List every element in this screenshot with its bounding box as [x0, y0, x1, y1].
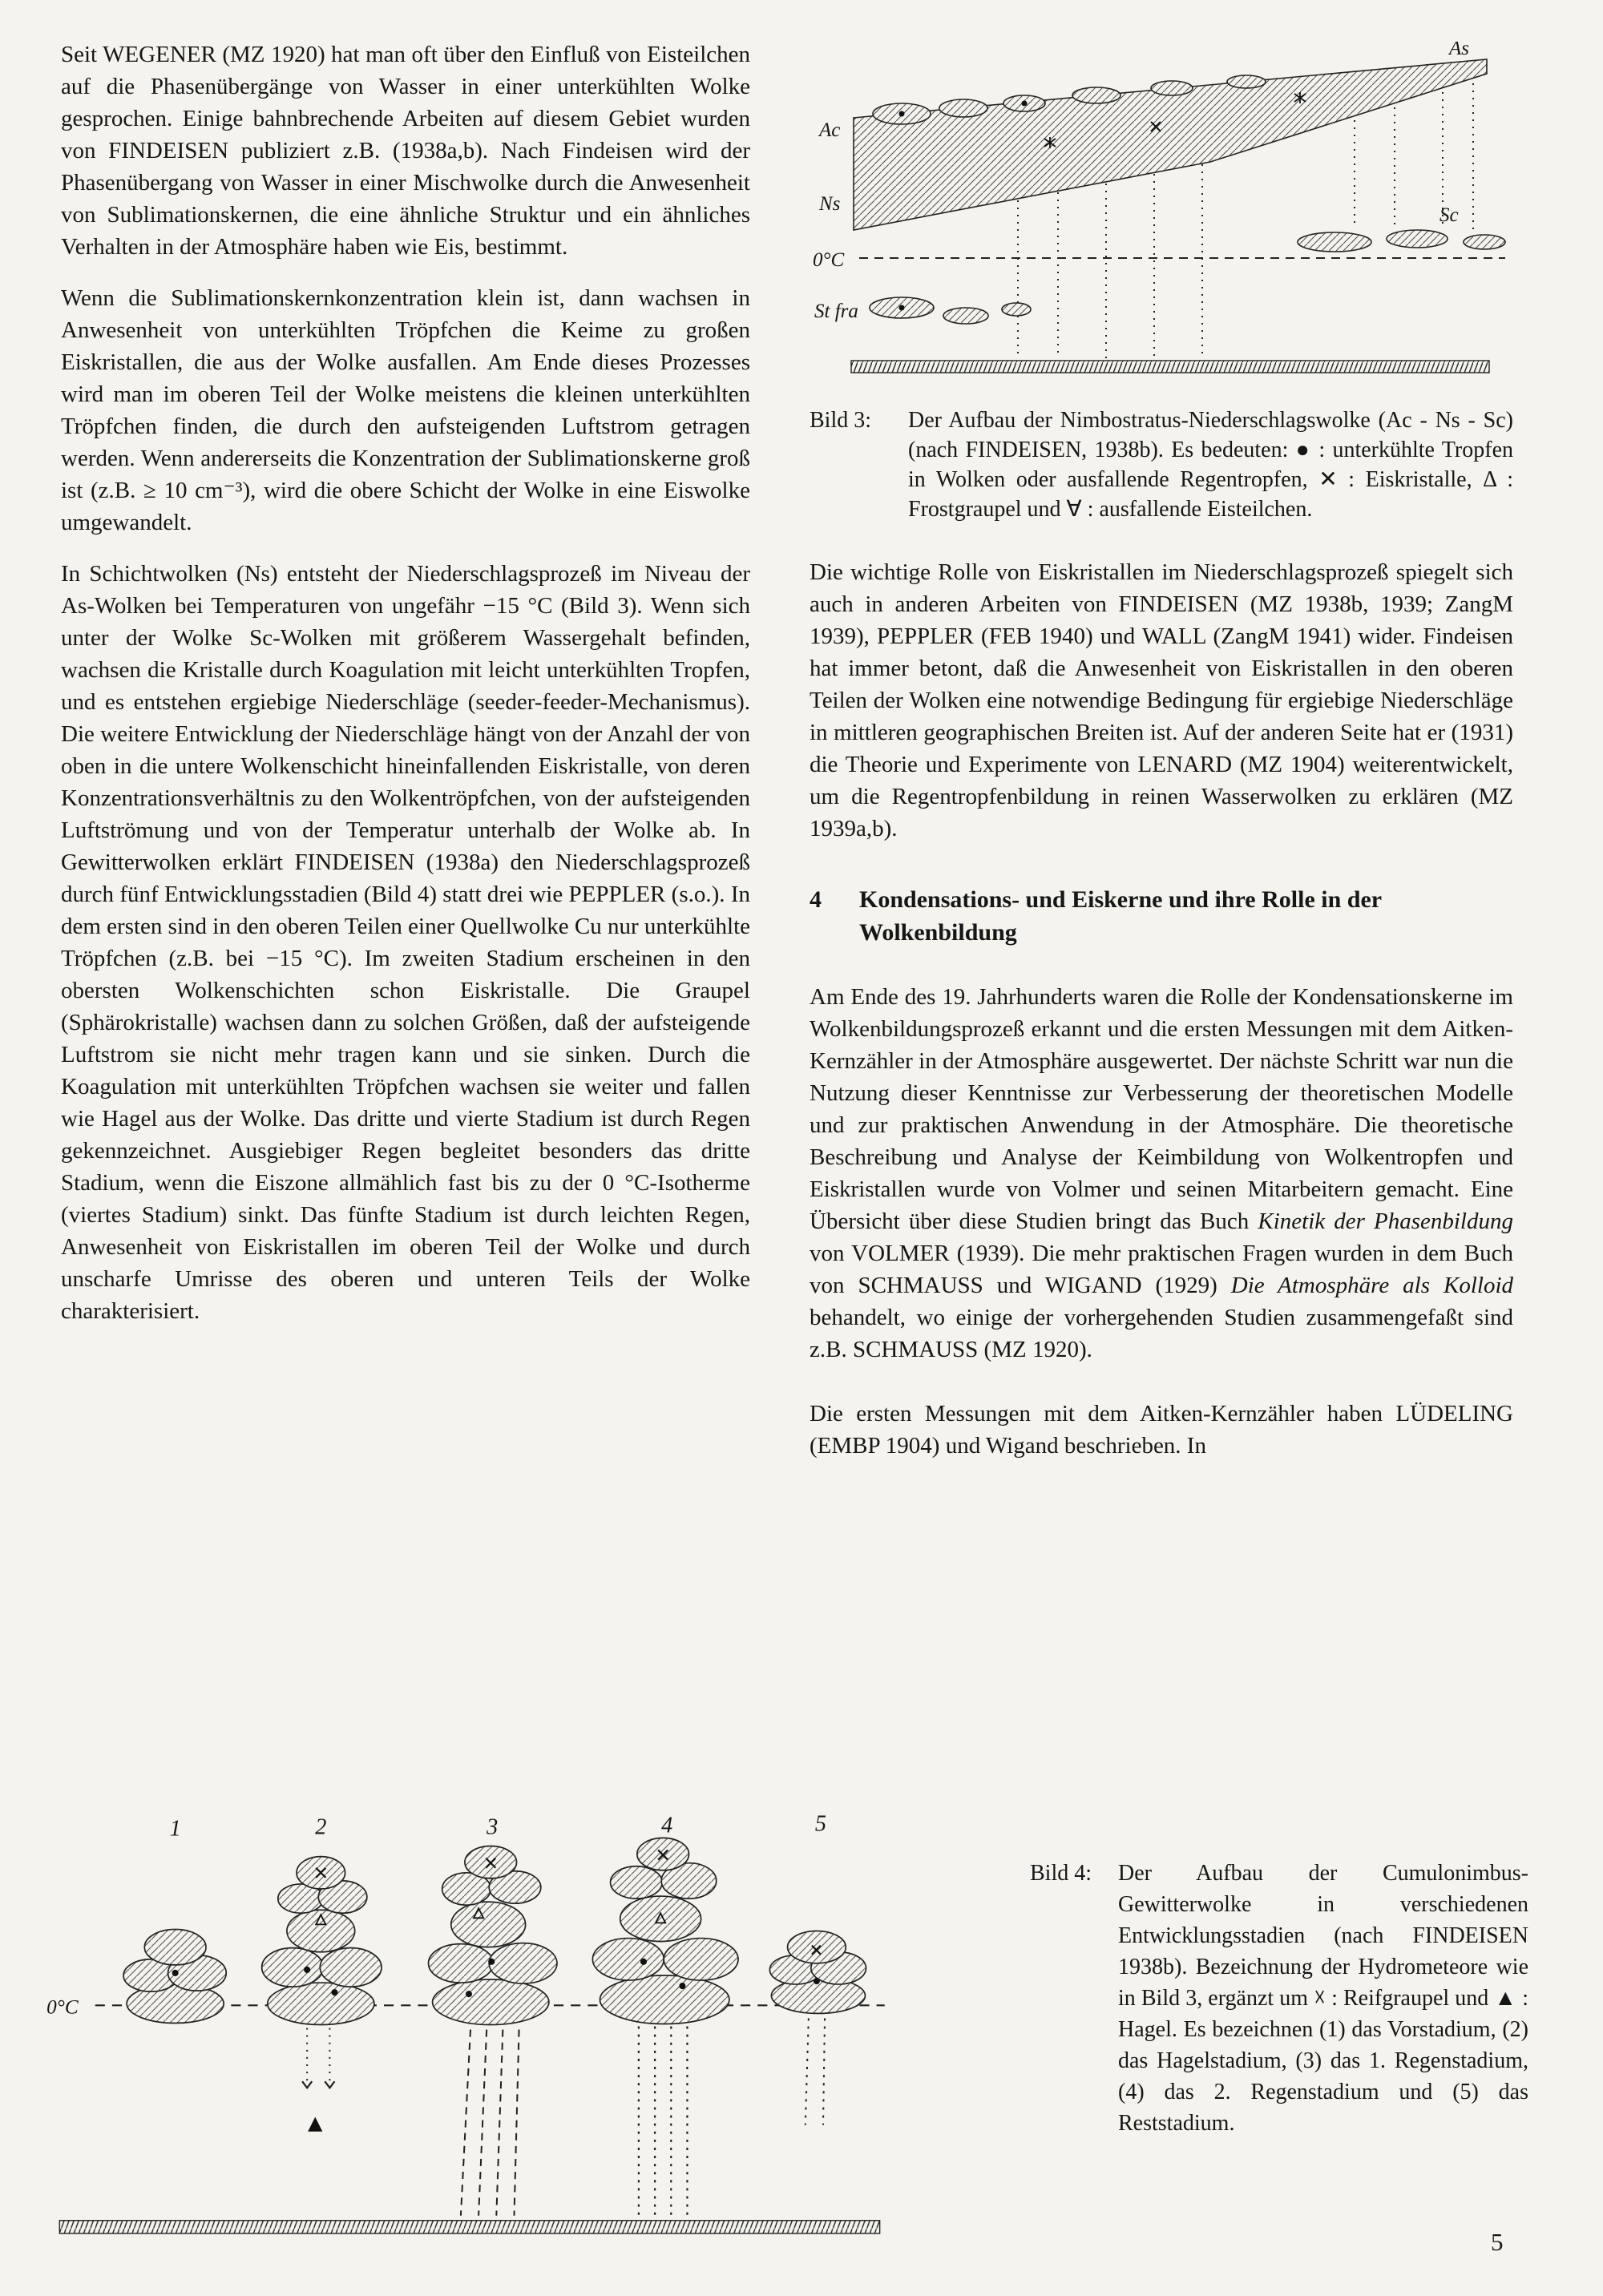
- paragraph-erste-messungen: Die ersten Messungen mit dem Aitken-Kernzähler haben LÜDELING (EMBP 1904) und Wigand beschrieben. In: [810, 1401, 1513, 1459]
- stage-label-2: 2: [315, 1814, 327, 1840]
- paragraph-kondensationskerne: [810, 981, 1513, 1366]
- text-segment: behandelt, wo einige der vorhergehenden Studien zusammengefaßt sind z.B. SCHMAUSS (MZ 1920).: [810, 1305, 1513, 1362]
- book-title-atmosphaere: Die Atmosphäre als Kolloid: [1230, 1273, 1513, 1298]
- cloud-stage-4: [592, 1838, 738, 2024]
- text-segment: Am Ende des 19. Jahrhunderts waren die Rolle der Kondensationskerne im Wolkenbildungsprozeß erkannt und die ersten Messungen mit dem Aitken-Kernzähler in der Atmosphäre ausgewertet. Der nächste Schritt war nun die Nutzung dieser Kenntnisse zur Verbesserung der theoretischen Modelle und zur praktischen Anwendung in der Atmosphäre. Die theoretische Beschreibung und Analyse der Keimbildung von Wolkentropfen und Eiskristallen wurde von Volmer und seinen Mitarbeitern gemacht. Eine Übersicht über diese Studien bringt das Buch: [810, 984, 1513, 1234]
- figure3-caption-text: Der Aufbau der Nimbostratus-Niederschlagswolke (Ac - Ns - Sc) (nach FINDEISEN, 1938b). Es bedeuten: ● : unterkühlte Tropfen in Wolken oder ausfallende Regentropfen, ✕ : Eiskristalle, Δ : Frostgraupel und ∀ : ausfallende Eisteilchen.: [908, 408, 1513, 522]
- page-number: 5: [1491, 2228, 1504, 2256]
- stage-label-3: 3: [487, 1814, 499, 1840]
- figure4-caption: [1030, 1858, 1528, 2139]
- cloud-stage-2: [262, 1857, 382, 2025]
- figure3-caption: [810, 406, 1513, 524]
- hail-symbol: [308, 2117, 322, 2132]
- figure3-label-ac: Ac: [819, 119, 841, 141]
- paragraph-sublimationskerne: Wenn die Sublimationskernkonzentration klein ist, dann wachsen in Anwesenheit von unterkühlten Tröpfchen die Keime zu großen Eiskristallen, die aus der Wolke ausfallen. Am Ende dieses Prozesses wird man im oberen Teil der Wolke meistens die kleinen unterkühlten Tröpfchen finden, die durch den aufsteigenden Luftstrom getragen werden. Wenn andererseits die Konzentration der Sublimationskerne groß ist (z.B. ≥ 10 cm⁻³), wird die obere Schicht der Wolke in eine Eiswolke umgewandelt.: [61, 285, 750, 535]
- paragraph-wegener: Seit WEGENER (MZ 1920) hat man oft über den Einfluß von Eisteilchen auf die Phasenübergänge von Wasser in einer unterkühlten Wolke gesprochen. Einige bahnbrechende Arbeiten auf diesem Gebiet wurden von FINDEISEN publiziert z.B. (1938a,b). Nach Findeisen wird der Phasenübergang von Wasser in einer Mischwolke durch die Anwesenheit von Sublimationskernen, die eine ähnliche Struktur und ein ähnliches Verhalten in der Atmosphäre haben wie Eis, bestimmt.: [61, 42, 750, 260]
- text-segment: von VOLMER (1939). Die mehr praktischen Fragen wurden in dem Buch von SCHMAUSS und WIGAND (1929): [810, 1241, 1513, 1298]
- book-title-kinetik: Kinetik der Phasenbildung: [1258, 1209, 1513, 1234]
- figure4-container: [42, 1802, 899, 2242]
- section-heading: [810, 883, 1513, 949]
- stratocumulus-lenses: [1298, 230, 1505, 252]
- left-column: [61, 38, 750, 1346]
- stage-label-5: 5: [814, 1811, 827, 1837]
- figure3-label-ns: Ns: [819, 193, 841, 215]
- stratus-fractus-fragments: [870, 297, 1031, 324]
- ground-hatch: [851, 361, 1489, 373]
- figure4-caption-text: Der Aufbau der Cumulonimbus-Gewitterwolke in verschiedenen Entwicklungsstadien (nach FINDEISEN 1938b). Bezeichnung der Hydrometeore wie in Bild 3, ergänzt um ☓ : Reifgraupel und ▲ : Hagel. Es bezeichnen (1) das Vorstadium, (2) das Hagelstadium, (3) das 1. Regenstadium, (4) das 2. Regenstadium und (5) das Reststadium.: [1118, 1861, 1528, 2136]
- figure3-caption-label: Bild 3:: [810, 408, 872, 433]
- figure4-caption-label: Bild 4:: [1030, 1861, 1092, 1886]
- cloud-stage-1: [123, 1929, 226, 2023]
- figure3-label-as: As: [1449, 42, 1469, 59]
- figure3-label-sc: Sc: [1439, 204, 1459, 226]
- figure3-label-stfra: St fra: [814, 301, 858, 322]
- cloud-stage-5: [769, 1931, 866, 2013]
- figure3-diagram: [810, 42, 1513, 386]
- precipitation-trails: [302, 2018, 825, 2215]
- stage-label-1: 1: [169, 1816, 181, 1842]
- paragraph-eiskristalle-rolle: Die wichtige Rolle von Eiskristallen im Niederschlagsprozeß spiegelt sich auch in anderen Arbeiten von FINDEISEN (MZ 1938b, 1939; ZangM 1939), PEPPLER (FEB 1940) und WALL (ZangM 1941) wider. Findeisen hat immer betont, daß die Anwesenheit von Eiskristallen in den oberen Teilen der Wolken eine notwendige Bedingung für ergiebige Niederschläge in mittleren geographischen Breiten ist. Auf der anderen Seite hat er (1931) die Theorie und Experimente von LENARD (MZ 1904) weiterentwickelt, um die Regentropfenbildung in reinen Wasserwolken zu erklären (MZ 1939a,b).: [810, 559, 1513, 841]
- right-column: [810, 42, 1513, 1462]
- cloud-stage-3: [429, 1846, 557, 2025]
- paragraph-schichtwolken: In Schichtwolken (Ns) entsteht der Niederschlagsprozeß im Niveau der As-Wolken bei Temperaturen von ungefähr −15 °C (Bild 3). Wenn sich unter der Wolke Sc-Wolken mit größerem Wassergehalt befinden, wachsen die Kristalle durch Koagulation mit leicht unterkühlten Tropfen, und es entstehen ergiebige Niederschläge (seeder-feeder-Mechanismus). Die weitere Entwicklung der Niederschläge hängt von der Anzahl der von oben in die untere Wolkenschicht hineinfallenden Eiskristalle, von deren Konzentrationsverhältnis zu den Wolkentröpfchen, von der aufsteigenden Luftströmung und von der Temperatur unterhalb der Wolke ab. In Gewitterwolken erklärt FINDEISEN (1938a) den Niederschlagsprozeß durch fünf Entwicklungsstadien (Bild 4) statt drei wie PEPPLER (s.o.). In dem ersten sind in den oberen Teilen einer Quellwolke Cu nur unterkühlte Tröpfchen (z.B. bei −15 °C). Im zweiten Stadium erscheinen in den obersten Wolkenschichten schon Eiskristalle. Die Graupel (Sphärokristalle) wachsen dann zu solchen Größen, daß der aufsteigende Luftstrom sie nicht mehr tragen kann und sie sinken. Durch die Koagulation mit unterkühlten Tröpfchen wachsen sie weiter und fallen wie Hagel aus der Wolke. Das dritte und vierte Stadium ist durch Regen gekennzeichnet. Ausgiebiger Regen begleitet besonders das dritte Stadium, wenn die Eiszone allmählich fast bis zu der 0 °C-Isotherme (viertes Stadium) sinkt. Das fünfte Stadium ist durch leichten Regen, Anwesenheit von Eiskristallen im oberen Teil der Wolke und durch unscharfe Umrisse des oberen und unteren Teils der Wolke charakterisiert.: [61, 561, 750, 1324]
- section-number: 4: [810, 886, 822, 913]
- ground-hatch: [59, 2221, 879, 2233]
- stage-label-4: 4: [661, 1813, 673, 1838]
- figure3-label-zero: 0°C: [813, 249, 845, 271]
- figure4-label-zero: 0°C: [46, 1996, 79, 2019]
- figure4-diagram: [42, 1802, 899, 2242]
- section-title: Kondensations- und Eiskerne und ihre Rolle in der Wolkenbildung: [859, 886, 1382, 946]
